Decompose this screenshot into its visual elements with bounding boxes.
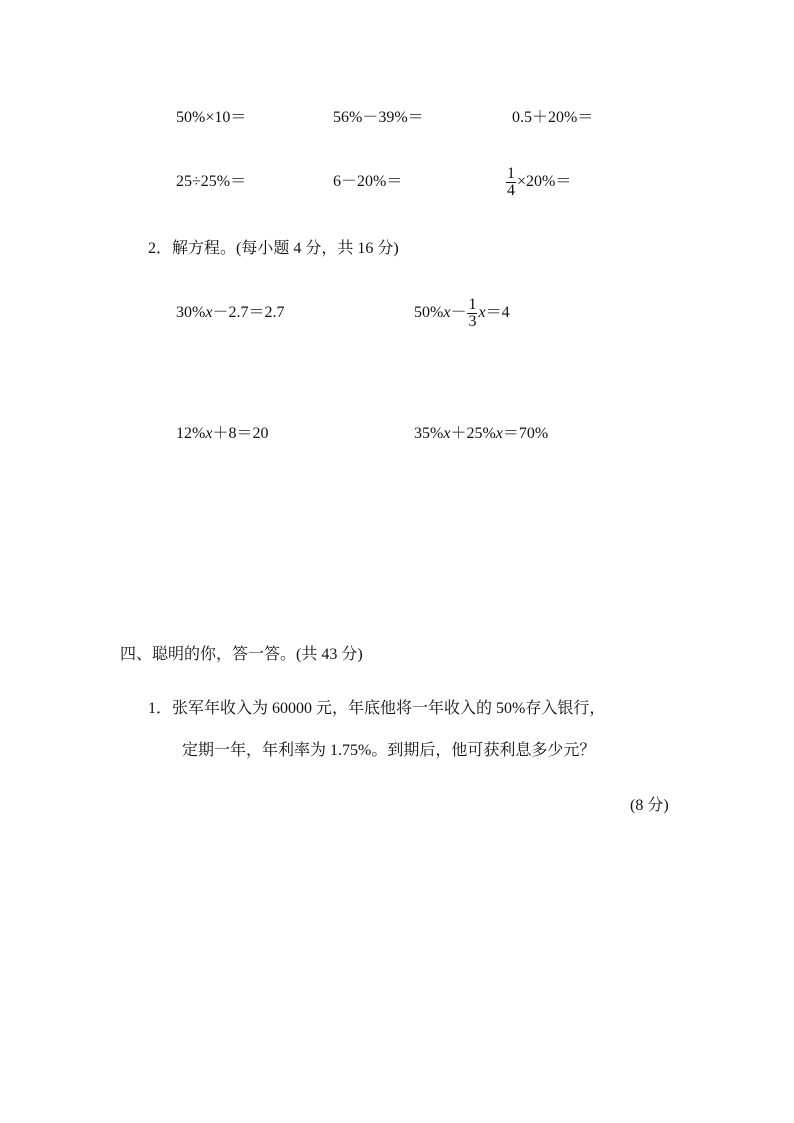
calc-item-4: 25÷25%＝ (176, 173, 247, 190)
variable-x: x (495, 425, 503, 442)
problem-1-line-2: 定期一年，年利率为 1.75%。到期后，他可获利息多少元？ (182, 742, 596, 759)
equation-2-rest: ＝4 (485, 304, 510, 321)
variable-x: x (443, 425, 451, 442)
fraction-numerator: 1 (468, 295, 477, 313)
variable-x: x (443, 304, 451, 321)
section-4-heading: 四、聪明的你，答一答。(共 43 分) (120, 646, 363, 663)
equation-1-coef: 30% (176, 304, 206, 321)
fraction-one-quarter (506, 166, 516, 199)
equation-3-rest: ＋8＝20 (212, 425, 269, 442)
calc-item-1: 50%×10＝ (176, 109, 247, 126)
calc-item-5: 6－20%＝ (333, 173, 403, 190)
fraction-numerator: 1 (507, 164, 515, 182)
variable-x: x (478, 304, 486, 321)
equation-3 (176, 424, 268, 444)
problem-1-line-1: 1．张军年收入为 60000 元，年底他将一年收入的 50%存入银行， (148, 700, 606, 717)
fraction-denominator: 3 (468, 312, 477, 330)
equation-3-coef: 12% (176, 425, 206, 442)
equation-2-minus: － (450, 304, 467, 321)
equation-4-mid: ＋25% (450, 425, 496, 442)
equation-4 (414, 424, 548, 444)
section-2-heading: 2．解方程。(每小题 4 分，共 16 分) (148, 240, 399, 257)
equation-4-coef: 35% (414, 425, 444, 442)
calc-item-3: 0.5＋20%＝ (512, 109, 594, 126)
equation-1 (176, 303, 284, 323)
equation-2-coef: 50% (414, 304, 444, 321)
variable-x: x (205, 425, 213, 442)
equation-1-rest: －2.7＝2.7 (212, 304, 285, 321)
variable-x: x (205, 304, 213, 321)
calc-item-6 (505, 160, 571, 204)
fraction-one-third (467, 297, 477, 330)
fraction-denominator: 4 (507, 181, 515, 199)
equation-4-rest: ＝70% (502, 425, 549, 442)
calc-item-2: 56%－39%＝ (333, 109, 424, 126)
equation-2 (414, 291, 510, 335)
problem-1-points: (8 分) (630, 797, 669, 814)
calc-item-6-rest: ×20%＝ (517, 173, 572, 190)
